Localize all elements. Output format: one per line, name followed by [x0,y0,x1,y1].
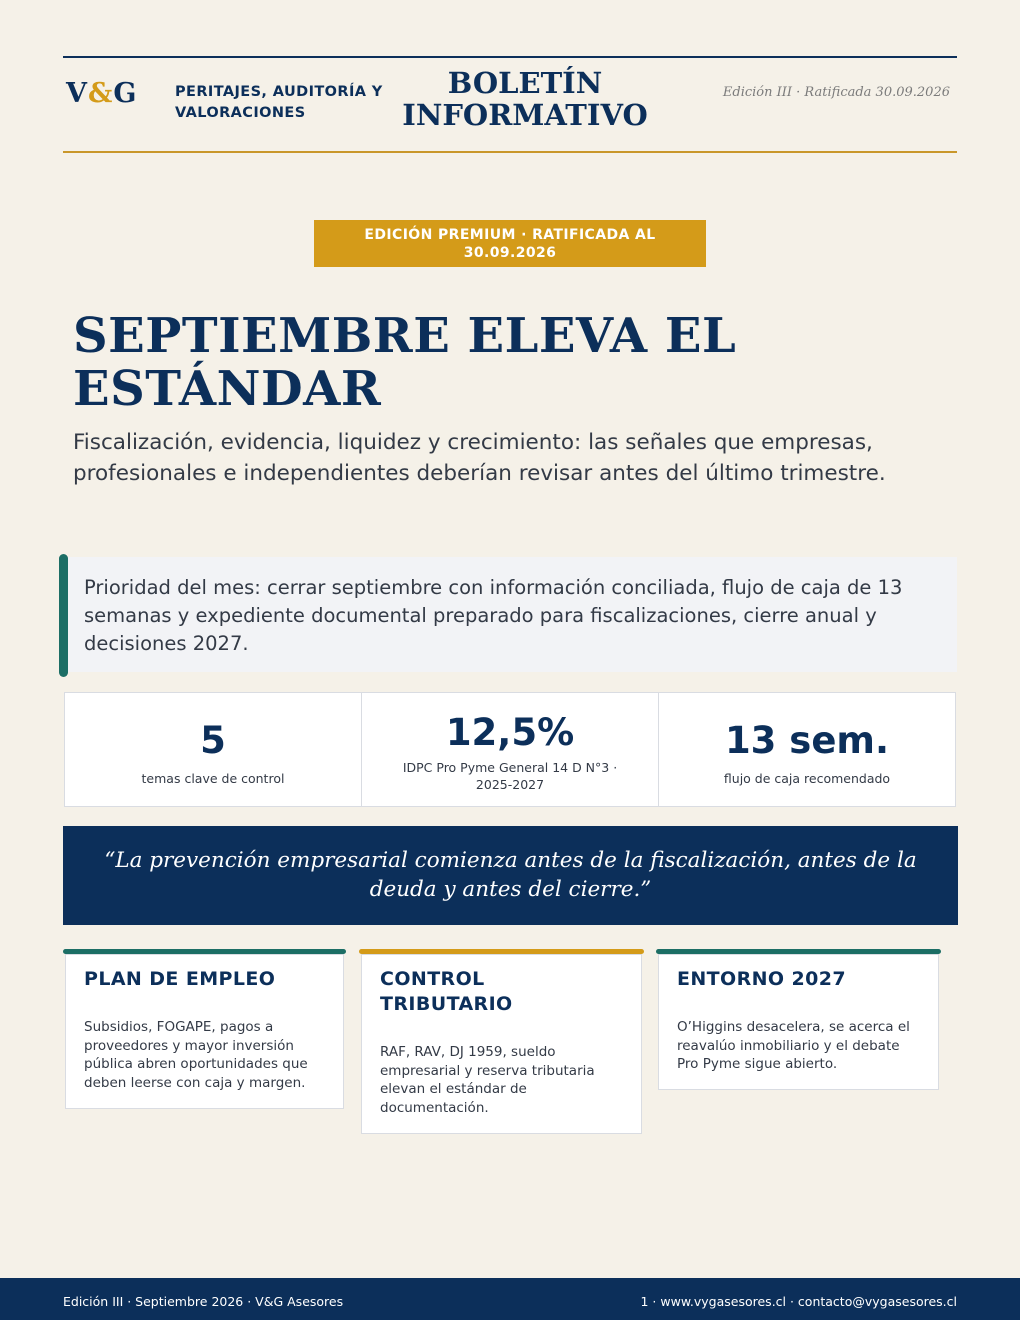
stat-tax-rate [362,693,659,806]
card-body: Subsidios, FOGAPE, pagos a proveedores y mayor inversión pública abren oportunidades que deben leerse con caja y margen. [84,1019,308,1091]
stat-label: flujo de caja recomendado [723,771,891,786]
stat-label: IDPC Pro Pyme General 14 D N°3 · 2025-2027 [402,760,618,792]
subheadline: Fiscalización, evidencia, liquidez y crecimiento: las señales que empresas, profesionales e independientes deberían revisar antes del último trimestre. [73,430,886,486]
callout-accent-bar [59,554,68,677]
card-outlook-2027 [656,949,941,1090]
priority-callout-text: Prioridad del mes: cerrar septiembre con información conciliada, flujo de caja de 13 semanas y expediente documental preparado para fiscalizaciones, cierre anual y decisiones 2027. [84,576,903,655]
header-top-rule [63,56,957,58]
card-employment [63,949,346,1109]
logo-ampersand: & [87,78,114,109]
headline: SEPTIEMBRE ELEVA EL ESTÁNDAR [73,308,737,417]
edition-info: Edición III · Ratificada 30.09.2026 [722,85,950,100]
logo-letter-v: V [66,78,88,109]
stat-value: 5 [200,719,226,762]
logo-letter-g: G [113,78,138,109]
card-body: O’Higgins desacelera, se acerca el reavalúo inmobiliario y el debate Pro Pyme sigue abierto. [677,1019,910,1072]
stats-panel [64,692,956,807]
stat-cashflow [659,693,955,806]
brand-logo [66,78,137,109]
pull-quote: “La prevención empresarial comienza antes de la fiscalización, antes de la deuda y antes del cierre.” [63,826,958,925]
card-body: RAF, RAV, DJ 1959, sueldo empresarial y reserva tributaria elevan el estándar de documentación. [380,1044,595,1116]
stat-value: 13 sem. [724,719,890,762]
header-bottom-rule [63,151,957,153]
footer-edition: Edición III · Septiembre 2026 · V&G Asesores [63,1294,344,1309]
card-title: CONTROL TRIBUTARIO [380,968,513,1015]
brand-tagline: PERITAJES, AUDITORÍA Y VALORACIONES [175,84,383,121]
newsletter-title: BOLETÍN INFORMATIVO [402,66,648,132]
card-title: ENTORNO 2027 [677,968,846,990]
card-panel [658,954,939,1090]
stat-label: temas clave de control [141,771,285,786]
stat-value: 12,5% [445,711,575,754]
card-title: PLAN DE EMPLEO [84,968,276,990]
card-tax-control [359,949,644,1134]
stat-topics [65,693,362,806]
premium-badge: EDICIÓN PREMIUM · RATIFICADA AL 30.09.2026 [314,220,706,267]
card-panel [361,954,642,1134]
footer-contact: 1 · www.vygasesores.cl · contacto@vygasesores.cl [640,1294,957,1309]
card-panel [65,954,344,1109]
